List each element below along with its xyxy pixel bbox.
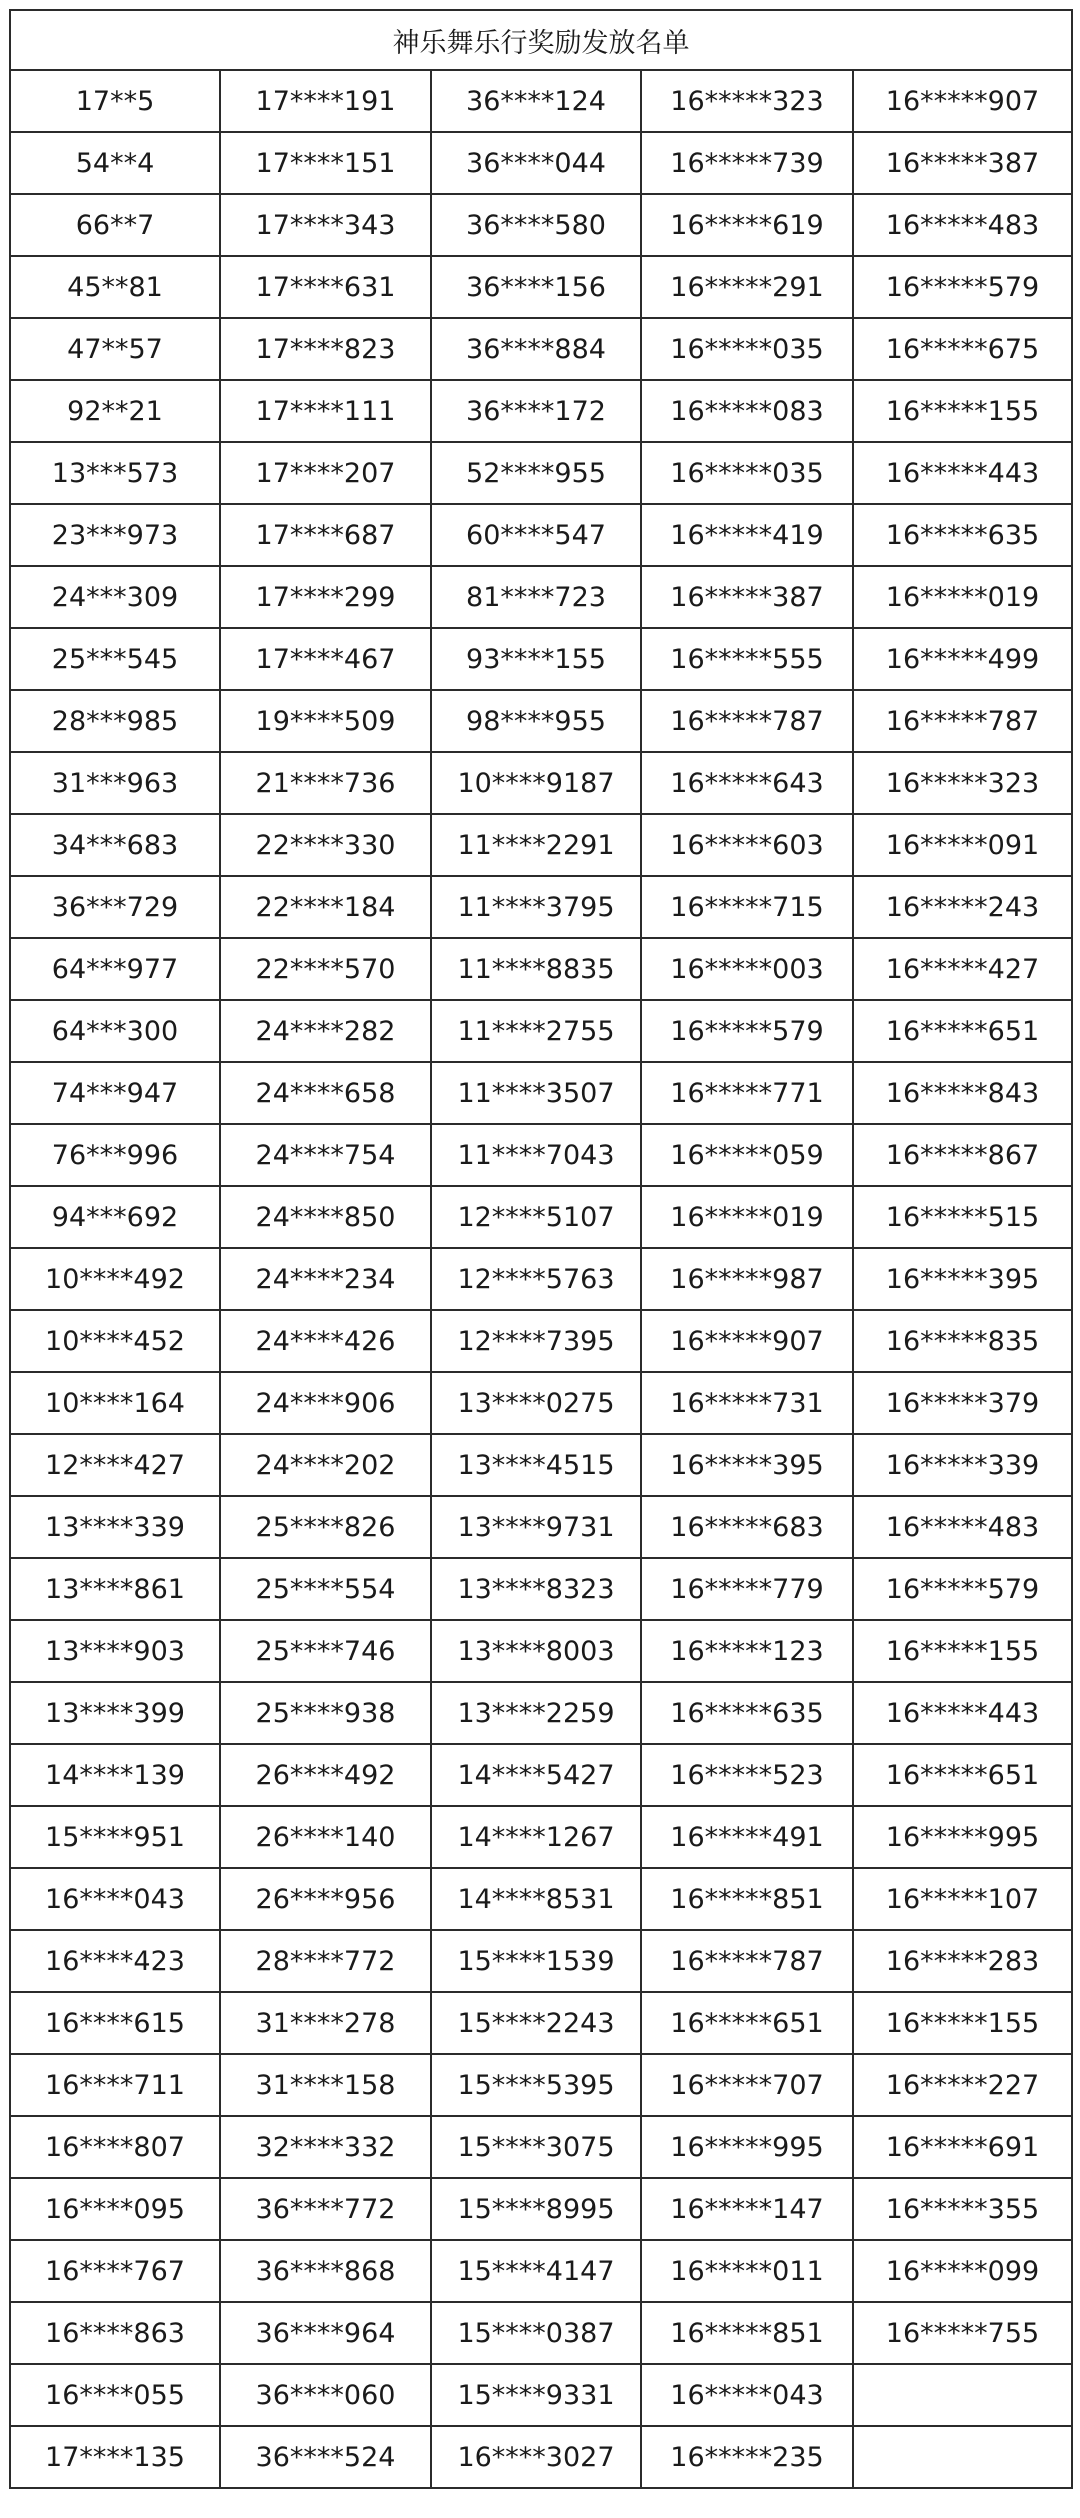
table-cell: 47**57 (10, 318, 220, 380)
table-cell: 17****343 (220, 194, 431, 256)
table-cell: 16*****379 (853, 1372, 1072, 1434)
table-cell: 17****687 (220, 504, 431, 566)
table-cell: 11****8835 (431, 938, 641, 1000)
table-row (10, 628, 1072, 690)
table-cell: 16*****323 (853, 752, 1072, 814)
table-cell: 16****615 (10, 1992, 220, 2054)
table-cell: 16*****835 (853, 1310, 1072, 1372)
table-cell: 16*****651 (853, 1744, 1072, 1806)
table-cell: 25***545 (10, 628, 220, 690)
table-cell: 16*****355 (853, 2178, 1072, 2240)
table-cell: 16*****771 (641, 1062, 853, 1124)
table-row (10, 2240, 1072, 2302)
table-cell: 25****826 (220, 1496, 431, 1558)
table-cell: 14****8531 (431, 1868, 641, 1930)
table-cell: 24****234 (220, 1248, 431, 1310)
table-cell: 16****767 (10, 2240, 220, 2302)
table-cell: 16*****851 (641, 2302, 853, 2364)
table-cell: 36****868 (220, 2240, 431, 2302)
table-row (10, 1620, 1072, 1682)
table-cell: 16*****739 (641, 132, 853, 194)
table-cell (853, 2364, 1072, 2426)
table-cell: 16****3027 (431, 2426, 641, 2488)
table-cell: 16*****395 (853, 1248, 1072, 1310)
table-cell: 16*****675 (853, 318, 1072, 380)
table-cell: 16*****683 (641, 1496, 853, 1558)
table-cell: 66**7 (10, 194, 220, 256)
table-cell: 16*****787 (641, 690, 853, 752)
table-cell: 16*****707 (641, 2054, 853, 2116)
table-cell: 16*****787 (641, 1930, 853, 1992)
table-cell: 26****140 (220, 1806, 431, 1868)
table-cell: 54**4 (10, 132, 220, 194)
table-cell: 31****158 (220, 2054, 431, 2116)
table-row (10, 442, 1072, 504)
table-cell: 16*****635 (853, 504, 1072, 566)
table-row (10, 814, 1072, 876)
table-row (10, 1558, 1072, 1620)
table-cell: 16*****035 (641, 318, 853, 380)
table-cell: 14****5427 (431, 1744, 641, 1806)
table-cell: 14****139 (10, 1744, 220, 1806)
table-cell: 16*****755 (853, 2302, 1072, 2364)
table-cell: 13****4515 (431, 1434, 641, 1496)
table-row (10, 1434, 1072, 1496)
table-cell: 16*****059 (641, 1124, 853, 1186)
table-cell: 15****2243 (431, 1992, 641, 2054)
table-cell: 16****807 (10, 2116, 220, 2178)
table-cell: 15****8995 (431, 2178, 641, 2240)
table-cell: 11****2291 (431, 814, 641, 876)
table-cell: 16*****787 (853, 690, 1072, 752)
table-cell: 16*****843 (853, 1062, 1072, 1124)
table-cell: 24****202 (220, 1434, 431, 1496)
table-cell: 22****330 (220, 814, 431, 876)
table-cell: 16*****099 (853, 2240, 1072, 2302)
table-cell: 16*****515 (853, 1186, 1072, 1248)
award-list-table (9, 9, 1073, 2489)
table-row (10, 1744, 1072, 1806)
table-cell: 34***683 (10, 814, 220, 876)
table-cell: 36****884 (431, 318, 641, 380)
table-cell: 24***309 (10, 566, 220, 628)
table-cell: 16*****619 (641, 194, 853, 256)
table-cell: 92**21 (10, 380, 220, 442)
table-cell: 15****9331 (431, 2364, 641, 2426)
table-cell: 13****8003 (431, 1620, 641, 1682)
table-cell: 28****772 (220, 1930, 431, 1992)
table-cell: 26****492 (220, 1744, 431, 1806)
table-cell: 16*****035 (641, 442, 853, 504)
table-row (10, 194, 1072, 256)
table-row (10, 2054, 1072, 2116)
table-row (10, 132, 1072, 194)
table-cell: 15****951 (10, 1806, 220, 1868)
table-cell: 16*****579 (641, 1000, 853, 1062)
table-row (10, 2178, 1072, 2240)
table-cell: 14****1267 (431, 1806, 641, 1868)
table-cell: 16*****995 (853, 1806, 1072, 1868)
table-cell: 45**81 (10, 256, 220, 318)
table-cell: 36****524 (220, 2426, 431, 2488)
table-cell: 76***996 (10, 1124, 220, 1186)
table-cell: 81****723 (431, 566, 641, 628)
table-cell: 16*****107 (853, 1868, 1072, 1930)
table-cell: 16*****227 (853, 2054, 1072, 2116)
table-cell: 13****399 (10, 1682, 220, 1744)
table-cell: 26****956 (220, 1868, 431, 1930)
table-cell: 16*****019 (853, 566, 1072, 628)
table-cell: 12****5107 (431, 1186, 641, 1248)
table-row (10, 1372, 1072, 1434)
table-row (10, 1124, 1072, 1186)
table-cell: 16*****603 (641, 814, 853, 876)
table-cell: 31***963 (10, 752, 220, 814)
table-cell: 11****3795 (431, 876, 641, 938)
table-cell: 16*****779 (641, 1558, 853, 1620)
table-row (10, 690, 1072, 752)
table-row (10, 2364, 1072, 2426)
table-cell: 16*****635 (641, 1682, 853, 1744)
table-cell: 16*****155 (853, 1992, 1072, 2054)
table-cell: 74***947 (10, 1062, 220, 1124)
table-cell: 16*****555 (641, 628, 853, 690)
table-cell: 60****547 (431, 504, 641, 566)
table-cell: 16*****483 (853, 194, 1072, 256)
table-row (10, 504, 1072, 566)
table-cell: 16*****003 (641, 938, 853, 1000)
table-body (10, 70, 1072, 2488)
table-cell: 24****426 (220, 1310, 431, 1372)
table-cell: 36****156 (431, 256, 641, 318)
table-cell: 36****124 (431, 70, 641, 132)
table-cell: 11****2755 (431, 1000, 641, 1062)
table-row (10, 752, 1072, 814)
table-cell: 16****863 (10, 2302, 220, 2364)
table-cell: 13****8323 (431, 1558, 641, 1620)
table-cell: 17****467 (220, 628, 431, 690)
table-cell: 16*****579 (853, 1558, 1072, 1620)
table-cell: 16*****491 (641, 1806, 853, 1868)
table-cell: 13****0275 (431, 1372, 641, 1434)
table-cell: 16*****155 (853, 380, 1072, 442)
table-cell: 16*****715 (641, 876, 853, 938)
table-cell: 16*****907 (853, 70, 1072, 132)
table-cell: 22****570 (220, 938, 431, 1000)
table-cell: 17**5 (10, 70, 220, 132)
table-cell: 36****964 (220, 2302, 431, 2364)
table-row (10, 1496, 1072, 1558)
table-cell: 16****055 (10, 2364, 220, 2426)
table-cell: 24****282 (220, 1000, 431, 1062)
table-cell: 13****9731 (431, 1496, 641, 1558)
table-row (10, 1806, 1072, 1868)
table-cell: 16*****323 (641, 70, 853, 132)
table-cell: 16****711 (10, 2054, 220, 2116)
table-cell: 25****938 (220, 1682, 431, 1744)
table-cell: 17****823 (220, 318, 431, 380)
table-cell: 16*****019 (641, 1186, 853, 1248)
table-cell: 64***977 (10, 938, 220, 1000)
table-row (10, 70, 1072, 132)
table-cell: 52****955 (431, 442, 641, 504)
table-cell: 16*****147 (641, 2178, 853, 2240)
table-row (10, 256, 1072, 318)
table-row (10, 318, 1072, 380)
table-cell: 16*****427 (853, 938, 1072, 1000)
table-cell: 16*****523 (641, 1744, 853, 1806)
table-cell: 36****772 (220, 2178, 431, 2240)
table-cell: 12****5763 (431, 1248, 641, 1310)
table-cell: 16****095 (10, 2178, 220, 2240)
table-row (10, 1000, 1072, 1062)
table-cell: 98****955 (431, 690, 641, 752)
table-cell: 36****172 (431, 380, 641, 442)
table-cell: 16*****083 (641, 380, 853, 442)
table-cell: 10****164 (10, 1372, 220, 1434)
table-cell: 15****0387 (431, 2302, 641, 2364)
table-cell: 16*****867 (853, 1124, 1072, 1186)
table-cell: 13****903 (10, 1620, 220, 1682)
table-cell: 16*****091 (853, 814, 1072, 876)
table-cell: 19****509 (220, 690, 431, 752)
table-cell: 36***729 (10, 876, 220, 938)
table-row (10, 938, 1072, 1000)
table-cell: 16*****995 (641, 2116, 853, 2178)
table-cell: 22****184 (220, 876, 431, 938)
table-row (10, 2426, 1072, 2488)
table-cell: 16*****443 (853, 442, 1072, 504)
award-list-sheet (9, 9, 1071, 2489)
table-cell: 16*****907 (641, 1310, 853, 1372)
table-cell: 10****492 (10, 1248, 220, 1310)
table-cell: 15****4147 (431, 2240, 641, 2302)
table-cell: 16*****235 (641, 2426, 853, 2488)
table-cell: 11****3507 (431, 1062, 641, 1124)
table-row (10, 380, 1072, 442)
table-row (10, 1682, 1072, 1744)
table-cell: 13****861 (10, 1558, 220, 1620)
table-cell: 24****658 (220, 1062, 431, 1124)
table-cell: 13****339 (10, 1496, 220, 1558)
table-cell: 94***692 (10, 1186, 220, 1248)
table-cell: 16*****283 (853, 1930, 1072, 1992)
table-cell: 17****151 (220, 132, 431, 194)
table-cell: 16*****499 (853, 628, 1072, 690)
table-cell: 12****427 (10, 1434, 220, 1496)
table-cell: 17****631 (220, 256, 431, 318)
table-row (10, 876, 1072, 938)
table-cell: 16*****395 (641, 1434, 853, 1496)
table-cell: 16*****155 (853, 1620, 1072, 1682)
table-cell: 11****7043 (431, 1124, 641, 1186)
table-row (10, 1062, 1072, 1124)
table-cell: 16*****419 (641, 504, 853, 566)
table-cell: 16*****851 (641, 1868, 853, 1930)
table-cell: 16*****643 (641, 752, 853, 814)
table-row (10, 2116, 1072, 2178)
table-row (10, 1930, 1072, 1992)
table-cell: 16*****011 (641, 2240, 853, 2302)
table-cell: 16*****731 (641, 1372, 853, 1434)
table-cell: 16*****651 (853, 1000, 1072, 1062)
table-cell: 17****207 (220, 442, 431, 504)
table-cell: 16*****987 (641, 1248, 853, 1310)
table-cell: 36****060 (220, 2364, 431, 2426)
table-cell: 36****044 (431, 132, 641, 194)
table-cell: 25****554 (220, 1558, 431, 1620)
table-cell: 16*****387 (853, 132, 1072, 194)
table-cell: 17****299 (220, 566, 431, 628)
table-row (10, 1310, 1072, 1372)
table-cell: 17****111 (220, 380, 431, 442)
table-cell: 16*****243 (853, 876, 1072, 938)
table-row (10, 1186, 1072, 1248)
table-cell: 25****746 (220, 1620, 431, 1682)
table-cell: 23***973 (10, 504, 220, 566)
table-cell: 17****191 (220, 70, 431, 132)
table-cell: 16*****651 (641, 1992, 853, 2054)
table-row (10, 1868, 1072, 1930)
table-cell: 16*****579 (853, 256, 1072, 318)
table-cell: 16*****387 (641, 566, 853, 628)
table-cell: 15****1539 (431, 1930, 641, 1992)
table-cell: 16****043 (10, 1868, 220, 1930)
table-cell: 16*****443 (853, 1682, 1072, 1744)
table-cell: 31****278 (220, 1992, 431, 2054)
table-cell: 17****135 (10, 2426, 220, 2488)
table-cell: 15****3075 (431, 2116, 641, 2178)
table-cell: 16*****291 (641, 256, 853, 318)
table-cell: 24****850 (220, 1186, 431, 1248)
table-cell: 16*****483 (853, 1496, 1072, 1558)
table-cell: 13****2259 (431, 1682, 641, 1744)
table-cell (853, 2426, 1072, 2488)
table-cell: 13***573 (10, 442, 220, 504)
table-cell: 16*****043 (641, 2364, 853, 2426)
table-cell: 36****580 (431, 194, 641, 256)
table-cell: 10****9187 (431, 752, 641, 814)
table-row (10, 1248, 1072, 1310)
table-cell: 93****155 (431, 628, 641, 690)
table-cell: 12****7395 (431, 1310, 641, 1372)
table-title: 神乐舞乐行奖励发放名单 (10, 10, 1072, 70)
table-cell: 24****754 (220, 1124, 431, 1186)
table-row (10, 566, 1072, 628)
table-cell: 16*****123 (641, 1620, 853, 1682)
table-cell: 64***300 (10, 1000, 220, 1062)
table-cell: 16*****691 (853, 2116, 1072, 2178)
table-cell: 32****332 (220, 2116, 431, 2178)
table-cell: 28***985 (10, 690, 220, 752)
table-row (10, 2302, 1072, 2364)
table-cell: 21****736 (220, 752, 431, 814)
table-cell: 10****452 (10, 1310, 220, 1372)
table-cell: 24****906 (220, 1372, 431, 1434)
table-cell: 16****423 (10, 1930, 220, 1992)
table-cell: 16*****339 (853, 1434, 1072, 1496)
table-row (10, 1992, 1072, 2054)
table-cell: 15****5395 (431, 2054, 641, 2116)
